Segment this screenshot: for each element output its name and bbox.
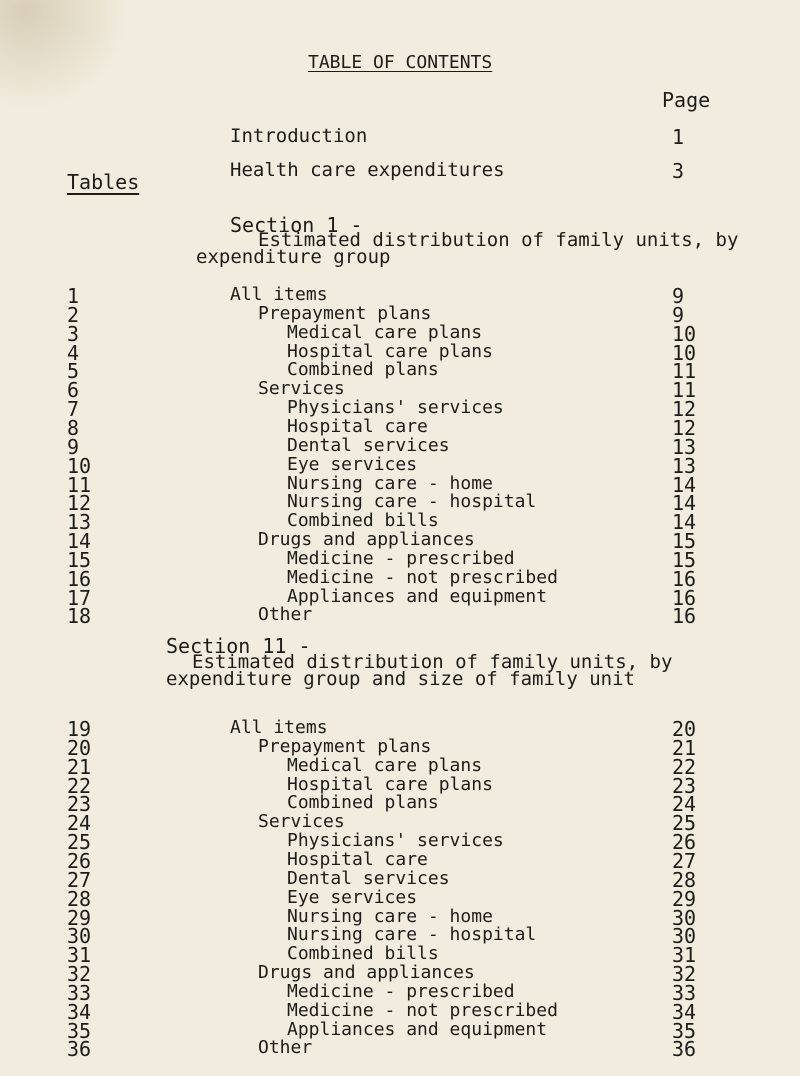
table-number: 20	[67, 735, 92, 760]
table-number: 8	[67, 415, 80, 440]
toc-row	[0, 397, 800, 422]
toc-row	[0, 453, 800, 478]
table-title: Combined bills	[287, 510, 439, 532]
toc-row	[0, 1037, 800, 1062]
toc-row	[0, 943, 800, 968]
page-number: 10	[672, 340, 697, 365]
table-number: 11	[67, 472, 92, 497]
page-number: 34	[672, 999, 697, 1024]
table-title: Hospital care plans	[287, 340, 493, 362]
page-number: 16	[672, 604, 697, 629]
introduction-label: Introduction	[230, 125, 368, 147]
table-number: 12	[67, 491, 92, 516]
table-number: 13	[67, 510, 92, 535]
toc-row	[0, 735, 800, 760]
toc-row	[0, 905, 800, 930]
toc-row	[0, 547, 800, 572]
page-number: 15	[672, 547, 697, 572]
table-number: 25	[67, 830, 92, 855]
table-title: Other	[258, 604, 313, 626]
table-title: Prepayment plans	[258, 735, 432, 757]
toc-row	[0, 754, 800, 779]
table-number: 30	[67, 924, 92, 949]
table-number: 21	[67, 754, 92, 779]
table-title: Dental services	[287, 434, 450, 456]
page-number: 13	[672, 434, 697, 459]
table-title: Hospital care plans	[287, 773, 493, 795]
section-1-subtitle-line-1: Estimated distribution of family units, by	[258, 229, 739, 251]
table-number: 19	[67, 717, 92, 741]
toc-row	[0, 359, 800, 384]
toc-row	[0, 717, 800, 741]
page-title: TABLE OF CONTENTS	[308, 52, 493, 73]
table-title: Medicine - not prescribed	[287, 566, 558, 588]
page-number: 14	[672, 510, 697, 535]
table-number: 9	[67, 434, 80, 459]
page-number: 27	[672, 848, 697, 873]
toc-row	[0, 415, 800, 440]
table-title: All items	[230, 717, 328, 738]
page-number: 29	[672, 886, 697, 911]
introduction-page: 1	[672, 125, 685, 149]
toc-row	[0, 848, 800, 873]
table-number: 1	[67, 284, 80, 308]
page-number: 12	[672, 415, 697, 440]
table-number: 29	[67, 905, 92, 930]
table-number: 6	[67, 378, 80, 403]
table-title: All items	[230, 284, 328, 305]
toc-row	[0, 980, 800, 1005]
table-title: Dental services	[287, 867, 450, 889]
page-number: 36	[672, 1037, 697, 1062]
page-number: 21	[672, 735, 697, 760]
toc-row	[0, 529, 800, 554]
section-2-subtitle-line-1: Estimated distribution of family units, by	[192, 651, 673, 673]
page-number: 32	[672, 962, 697, 987]
page-number: 33	[672, 980, 697, 1005]
page-number: 10	[672, 321, 697, 346]
page-number: 12	[672, 397, 697, 422]
table-title: Nursing care - hospital	[287, 491, 537, 513]
toc-row	[0, 472, 800, 497]
toc-row	[0, 1018, 800, 1043]
toc-row	[0, 792, 800, 817]
toc-row	[0, 585, 800, 610]
table-title: Medicine - prescribed	[287, 980, 515, 1002]
table-number: 22	[67, 773, 92, 798]
table-number: 14	[67, 529, 92, 554]
page-number: 20	[672, 717, 697, 741]
table-title: Combined plans	[287, 792, 439, 814]
toc-row	[0, 434, 800, 459]
health-care-expenditures-page: 3	[672, 159, 685, 183]
page-number: 16	[672, 566, 697, 591]
toc-row	[0, 284, 800, 308]
table-title: Medicine - prescribed	[287, 547, 515, 569]
page-number: 22	[672, 754, 697, 779]
page-number: 26	[672, 830, 697, 855]
toc-row	[0, 999, 800, 1024]
table-title: Eye services	[287, 886, 418, 908]
table-number: 32	[67, 962, 92, 987]
table-title: Medicine - not prescribed	[287, 999, 558, 1021]
table-title: Nursing care - hospital	[287, 924, 537, 946]
table-number: 36	[67, 1037, 92, 1062]
section-2-heading: Section 11 -	[166, 634, 311, 658]
table-title: Other	[258, 1037, 313, 1059]
page-number: 14	[672, 491, 697, 516]
section-1-subtitle-line-2: expenditure group	[196, 246, 391, 268]
toc-row	[0, 321, 800, 346]
page-number: 25	[672, 811, 697, 836]
page-number: 28	[672, 867, 697, 892]
page-number: 24	[672, 792, 697, 817]
table-title: Combined bills	[287, 943, 439, 965]
table-number: 33	[67, 980, 92, 1005]
table-number: 2	[67, 302, 80, 327]
table-number: 34	[67, 999, 92, 1024]
page-number: 35	[672, 1018, 697, 1043]
table-title: Nursing care - home	[287, 905, 493, 927]
table-title: Combined plans	[287, 359, 439, 381]
page-number: 9	[672, 302, 685, 327]
table-number: 10	[67, 453, 92, 478]
toc-row	[0, 773, 800, 798]
page-number: 31	[672, 943, 697, 968]
toc-row	[0, 340, 800, 365]
page-number: 30	[672, 924, 697, 949]
table-title: Physicians' services	[287, 830, 504, 852]
table-number: 7	[67, 397, 80, 422]
table-number: 27	[67, 867, 92, 892]
table-number: 26	[67, 848, 92, 873]
page-number: 11	[672, 378, 697, 403]
health-care-expenditures-label: Health care expenditures	[230, 159, 505, 181]
table-title: Hospital care	[287, 848, 428, 870]
table-title: Drugs and appliances	[258, 962, 475, 984]
table-number: 31	[67, 943, 92, 968]
table-title: Services	[258, 811, 345, 833]
section-1-heading: Section 1 -	[230, 213, 363, 237]
page-number: 30	[672, 905, 697, 930]
table-title: Hospital care	[287, 415, 428, 437]
page-number: 13	[672, 453, 697, 478]
toc-row	[0, 924, 800, 949]
section-2-subtitle-line-2: expenditure group and size of family unit	[166, 668, 635, 690]
toc-row	[0, 566, 800, 591]
toc-row	[0, 962, 800, 987]
table-title: Medical care plans	[287, 321, 483, 343]
toc-row	[0, 811, 800, 836]
table-number: 16	[67, 566, 92, 591]
toc-row	[0, 886, 800, 911]
table-number: 4	[67, 340, 80, 365]
table-number: 5	[67, 359, 80, 384]
table-title: Appliances and equipment	[287, 585, 548, 607]
page-number: 23	[672, 773, 697, 798]
toc-row	[0, 830, 800, 855]
table-number: 17	[67, 585, 92, 610]
toc-row	[0, 491, 800, 516]
table-number: 18	[67, 604, 92, 629]
table-title: Services	[258, 378, 345, 400]
page-number: 16	[672, 585, 697, 610]
table-number: 24	[67, 811, 92, 836]
table-title: Eye services	[287, 453, 418, 475]
table-number: 23	[67, 792, 92, 817]
toc-row	[0, 378, 800, 403]
table-title: Physicians' services	[287, 397, 504, 419]
page-number: 9	[672, 284, 685, 308]
table-number: 3	[67, 321, 80, 346]
table-number: 28	[67, 886, 92, 911]
table-title: Appliances and equipment	[287, 1018, 548, 1040]
table-title: Prepayment plans	[258, 302, 432, 324]
page-number: 14	[672, 472, 697, 497]
page-column-header: Page	[662, 88, 711, 112]
toc-row	[0, 302, 800, 327]
tables-column-header: Tables	[67, 170, 140, 194]
toc-row	[0, 604, 800, 629]
toc-row	[0, 510, 800, 535]
page-number: 15	[672, 529, 697, 554]
table-title: Drugs and appliances	[258, 529, 475, 551]
table-number: 15	[67, 547, 92, 572]
table-number: 35	[67, 1018, 92, 1043]
table-title: Medical care plans	[287, 754, 483, 776]
page-number: 11	[672, 359, 697, 384]
table-title: Nursing care - home	[287, 472, 493, 494]
paper-stain	[0, 0, 130, 110]
toc-row	[0, 867, 800, 892]
